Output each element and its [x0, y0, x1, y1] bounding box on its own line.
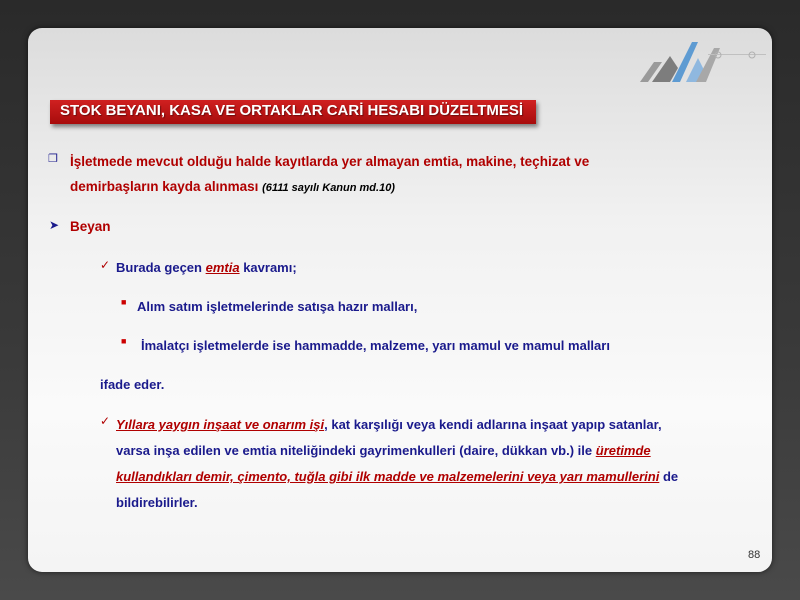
bullet1-line1: İşletmede mevcut olduğu halde kayıtlarda yer almayan emtia, makine, teçhizat ve	[70, 154, 590, 169]
sub2-rest1: , kat karşılığı veya kendi adlarına inşaat yapıp satanlar,	[324, 417, 662, 432]
logo-wordmark-graphic	[708, 50, 766, 60]
page-number: 88	[748, 549, 761, 561]
sub2-line4: bildirebilirler.	[116, 495, 198, 510]
materials-term: kullandıkları demir, çimento, tuğla gibi ilk madde ve malzemelerini veya yarı mamullerini	[116, 469, 660, 484]
sub2-line1	[116, 417, 662, 432]
emtia-term: emtia	[205, 260, 240, 275]
sub2-line3	[116, 469, 678, 484]
square-bullet-icon: ❐	[48, 153, 58, 165]
logo-wordmark	[708, 50, 766, 62]
production-term: üretimde	[595, 443, 651, 458]
sub1-post: kavramı;	[243, 260, 297, 275]
sub1-pre: Burada geçen	[116, 260, 202, 275]
ifade-text: ifade eder.	[100, 377, 165, 392]
sub2-line2pre: varsa inşa edilen ve emtia niteliğindeki gayrimenkulleri (daire, dükkan vb.) ile	[116, 443, 593, 458]
sub2-line2	[116, 443, 651, 458]
bullet1-line2-text: demirbaşların kayda alınması	[70, 179, 259, 194]
bullet1-line2	[70, 179, 395, 194]
item2-text: İmalatçı işletmelerde ise hammadde, malzeme, yarı mamul ve mamul malları	[141, 338, 610, 353]
arrow-bullet-icon: ➤	[49, 218, 60, 232]
slide-title: STOK BEYANI, KASA VE ORTAKLAR CARİ HESABI DÜZELTMESİ	[60, 102, 524, 119]
item1-text: Alım satım işletmelerinde satışa hazır malları,	[137, 299, 418, 314]
checkmark-icon: ✓	[100, 414, 111, 428]
sub2-line3post: de	[662, 469, 679, 484]
sub1-text	[116, 260, 297, 275]
checkmark-icon: ✓	[100, 258, 111, 272]
bullet2-text: Beyan	[70, 219, 111, 234]
construction-term: Yıllara yaygın inşaat ve onarım işi	[116, 417, 325, 432]
red-square-icon: ■	[121, 336, 127, 346]
law-reference: (6111 sayılı Kanun md.10)	[262, 182, 395, 194]
red-square-icon: ■	[121, 297, 127, 307]
